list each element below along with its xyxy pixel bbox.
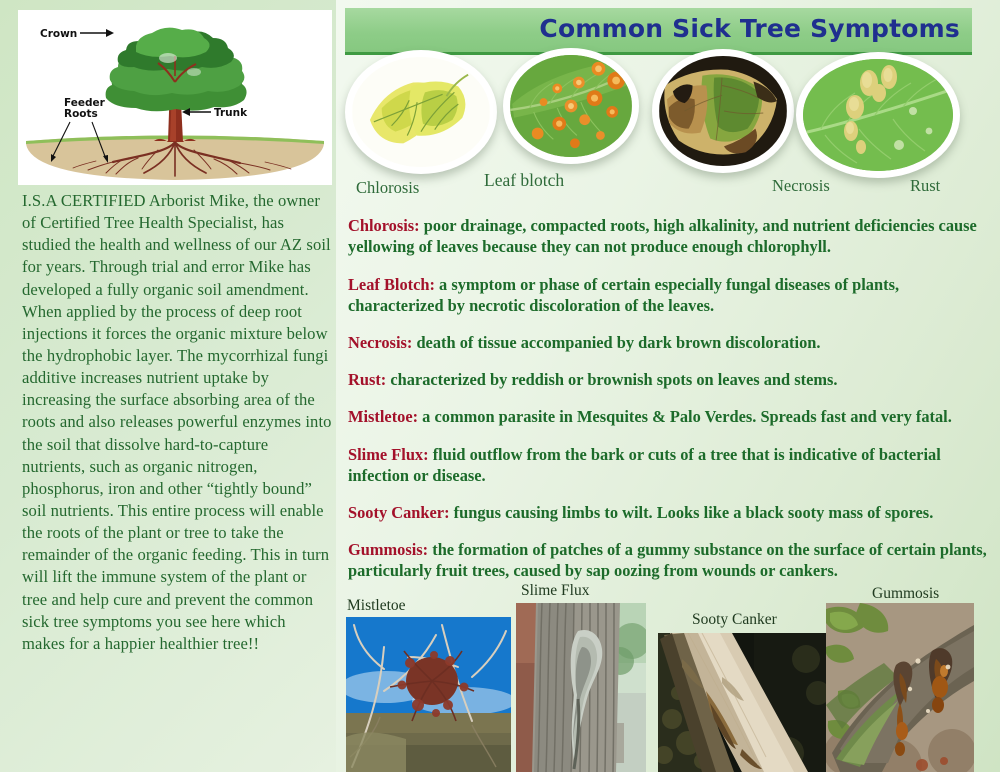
yellowed-leaves-photo <box>352 57 490 167</box>
mistletoe-on-branch-photo <box>346 617 511 772</box>
definition-text: a symptom or phase of certain especially fungal diseases of plants, characterized by necrotic discoloration of the leaves. <box>348 274 900 315</box>
definition-leaf-blotch <box>348 275 988 317</box>
orange-spotted-leaf-photo <box>510 55 632 157</box>
definition-mistletoe <box>348 407 988 428</box>
tree-anatomy-figure <box>18 10 332 185</box>
definition-text: fungus causing limbs to wilt. Looks like a black sooty mass of spores. <box>449 502 934 522</box>
definition-term: Chlorosis: <box>348 216 420 236</box>
symptom-photo-rust <box>796 52 960 178</box>
definition-chlorosis <box>348 216 988 258</box>
symptom-photo-leaf-blotch <box>503 48 639 164</box>
label-feeder-roots-line1: Feeder <box>64 97 105 109</box>
sooty-canker-limb-photo <box>658 633 826 772</box>
definition-text: characterized by reddish or brownish spots on leaves and stems. <box>386 370 838 390</box>
definition-term: Gummosis: <box>348 540 429 560</box>
slime-flux-trunk-photo <box>516 603 646 772</box>
caption-leaf-blotch: Leaf blotch <box>484 170 565 190</box>
caption-necrosis: Necrosis <box>772 176 830 195</box>
caption-sooty-canker: Sooty Canker <box>692 611 777 628</box>
gummosis-sap-photo <box>826 603 974 772</box>
symptom-photo-chlorosis <box>345 50 497 174</box>
photo-slime-flux <box>516 603 646 772</box>
definition-text: death of tissue accompanied by dark brown discoloration. <box>412 332 821 352</box>
symptom-photo-necrosis <box>652 49 794 173</box>
definition-sooty-canker <box>348 503 988 524</box>
label-feeder-roots-line2: Roots <box>64 108 98 120</box>
definition-term: Sooty Canker: <box>348 502 450 522</box>
definition-term: Rust: <box>348 370 387 390</box>
definition-text: poor drainage, compacted roots, high alkalinity, and nutrient deficiencies cause yellowing of leaves because they can not produce enough chlorophyll. <box>348 216 977 257</box>
definition-term: Leaf Blotch: <box>348 274 435 294</box>
definition-gummosis <box>348 540 988 582</box>
definition-term: Mistletoe: <box>348 407 419 427</box>
page-title: Common Sick Tree Symptoms <box>539 14 960 43</box>
tree-anatomy-illustration <box>18 10 332 185</box>
photo-mistletoe <box>346 617 511 772</box>
symptom-photo-row <box>336 48 1000 198</box>
caption-rust: Rust <box>910 176 941 195</box>
caption-chlorosis: Chlorosis <box>356 178 420 197</box>
rust-pustules-leaf-photo <box>803 59 953 171</box>
definition-text: fluid outflow from the bark or cuts of a tree that is indicative of bacterial infection or disease. <box>348 444 941 485</box>
label-crown: Crown <box>40 28 78 40</box>
caption-gummosis: Gummosis <box>872 585 940 602</box>
caption-mistletoe: Mistletoe <box>347 597 406 614</box>
definition-term: Slime Flux: <box>348 444 429 464</box>
left-column <box>0 0 336 772</box>
caption-slime-flux: Slime Flux <box>521 582 590 599</box>
right-column <box>336 0 1000 772</box>
definitions-list <box>348 200 988 591</box>
label-trunk: Trunk <box>214 107 248 119</box>
definition-text: a common parasite in Mesquites & Palo Verdes. Spreads fast and very fatal. <box>418 407 952 427</box>
brown-dead-leaf-photo <box>659 56 787 166</box>
bottom-photo-row <box>336 582 1000 772</box>
photo-gummosis <box>826 603 974 772</box>
intro-paragraph: I.S.A CERTIFIED Arborist Mike, the owner of Certified Tree Health Specialist, has studied the health and wellness of our AZ soil for years. Through trial and error Mike has developed a fully organic soil amendment. When applied by the process of deep root injections it forces the organic mixture below the hydrophobic layer. The mycorrhizal fungi additive increases nutrient uptake by increasing the surface absorbing area of the roots and also releases powerful enzymes into the soil that dissolve hard-to-capture nutrients, such as organic nitrogen, phosphorus, iron and other “tightly bound” soil nutrients. This entire process will enable the roots of the plant or tree to take the remainder of the organic feeding. This in turn will lift the immune system of the plant or tree and help cure and prevent the common sick tree symptoms you see here which makes for a happier healthier tree!! <box>22 191 332 653</box>
definition-necrosis <box>348 333 988 354</box>
definition-rust <box>348 370 988 391</box>
definition-term: Necrosis: <box>348 332 413 352</box>
definition-slime-flux <box>348 445 988 487</box>
photo-sooty-canker <box>658 633 826 772</box>
definition-text: the formation of patches of a gummy substance on the surface of certain plants, particularly fruit trees, caused by sap oozing from wounds or cankers. <box>348 540 987 581</box>
